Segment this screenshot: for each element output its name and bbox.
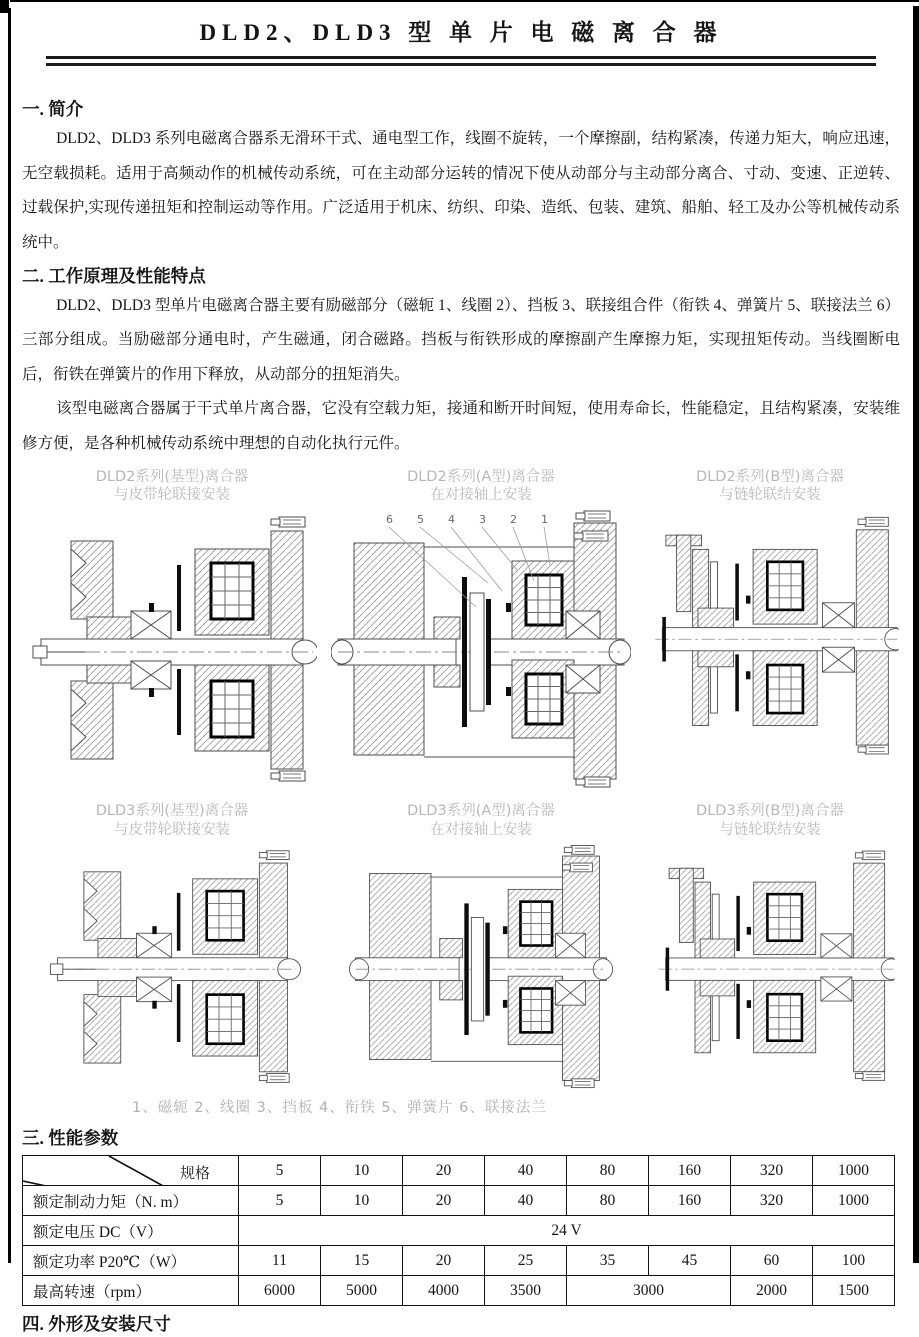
caption-line: DLD3系列(B型)离合器 (696, 803, 844, 820)
figure-dld2-a (322, 468, 640, 793)
table-cell: 100 (813, 1246, 895, 1276)
section-1-heading: 一. 简介 (22, 99, 84, 119)
section-2-paragraph-2: 该型电磁离合器属于干式单片离合器，它没有空载力矩，接通和断开时间短，使用寿命长，性能稳定，且结构紧凑，安装维修方便，是各种机械传动系统中理想的自动化执行元件。 (22, 400, 900, 452)
title-double-rule (46, 56, 876, 66)
table-cell: 25 (485, 1246, 567, 1276)
table-cell: 2000 (731, 1276, 813, 1306)
col-header: 320 (731, 1156, 813, 1186)
table-row (23, 1186, 895, 1216)
caption-line: DLD2系列(A型)离合器 (407, 468, 555, 485)
table-cell: 1000 (813, 1186, 895, 1216)
col-header: 5 (239, 1156, 321, 1186)
performance-table (22, 1155, 895, 1306)
col-header: 20 (403, 1156, 485, 1186)
figure-caption (407, 468, 555, 506)
col-header: 40 (485, 1156, 567, 1186)
figure-caption (696, 802, 844, 840)
table-cell: 60 (731, 1246, 813, 1276)
caption-line: DLD3系列(基型)离合器 (95, 803, 249, 820)
page-title: DLD2、DLD3 型 单 片 电 磁 离 合 器 (199, 20, 723, 45)
table-cell: 160 (649, 1186, 731, 1216)
table-cell: 10 (321, 1186, 403, 1216)
figure-caption (96, 802, 248, 840)
svg-text:6: 6 (386, 513, 393, 527)
table-cell: 20 (403, 1186, 485, 1216)
caption-line: DLD2系列(基型)离合器 (95, 468, 249, 485)
caption-line: DLD3系列(A型)离合器 (407, 803, 555, 820)
figure-caption (407, 802, 555, 840)
clutch-sprocket-drawing (645, 842, 895, 1092)
caption-line: DLD2系列(B型)离合器 (696, 468, 844, 485)
corner-label-spec: 规格 (179, 1166, 210, 1183)
table-cell: 4000 (403, 1276, 485, 1306)
page-border-top (10, 0, 919, 2)
section-2-paragraph-1: DLD2、DLD3 型单片电磁离合器主要有励磁部分（磁轭 1、线圈 2）、挡板 3、联接组合件（衔铁 4、弹簧片 5、联接法兰 6）三部分组成。当励磁部分通电时，产生磁通，闭合磁路。挡板与衔铁形成的摩擦副产生摩擦力矩，实现扭矩传动。当线圈断电后，衔铁在弹簧片的作用下释放，从动部分的扭矩消失。 (22, 296, 900, 383)
clutch-coupling-drawing (341, 842, 621, 1092)
figure-dld3-a (322, 802, 640, 1092)
figure-dld2-b (640, 468, 900, 793)
table-cell: 5000 (321, 1276, 403, 1306)
table-cell: 20 (403, 1246, 485, 1276)
table-cell: 45 (649, 1246, 731, 1276)
table-cell: 3500 (485, 1276, 567, 1306)
figure-caption (696, 468, 844, 506)
table-cell: 3000 (567, 1276, 731, 1306)
table-cell: 6000 (239, 1276, 321, 1306)
table-cell: 80 (567, 1186, 649, 1216)
figure-row-dld3 (22, 802, 900, 1092)
table-corner-cell (23, 1156, 239, 1186)
table-row (23, 1276, 895, 1306)
row-label: 额定制动力矩（N. m） (23, 1186, 239, 1216)
clutch-coupling-drawing (331, 507, 631, 792)
row-label: 额定电压 DC（V） (23, 1216, 239, 1246)
clutch-pulley-drawing (27, 507, 317, 792)
corner-label-data (111, 1183, 141, 1186)
page-corner-mark (0, 0, 9, 13)
caption-line: 与皮带轮联接安装 (113, 822, 230, 839)
col-header: 160 (649, 1156, 731, 1186)
clutch-sprocket-drawing (641, 507, 899, 767)
section-2-heading: 二. 工作原理及性能特点 (22, 265, 206, 286)
figure-row-dld2 (22, 468, 900, 793)
section-4-heading: 四. 外形及安装尺寸 (22, 1314, 171, 1335)
table-cell: 320 (731, 1186, 813, 1216)
table-cell: 24 V (239, 1216, 895, 1246)
section-3-heading: 三. 性能参数 (22, 1127, 119, 1148)
table-cell: 15 (321, 1246, 403, 1276)
figure-parts-legend: 1、磁轭 2、线圈 3、挡板 4、衔铁 5、弹簧片 6、联接法兰 (132, 1099, 547, 1116)
row-label: 额定功率 P20℃（W） (23, 1246, 239, 1276)
page-border-right (913, 6, 919, 1263)
table-cell: 11 (239, 1246, 321, 1276)
col-header: 80 (567, 1156, 649, 1186)
caption-line: 与链轮联结安装 (719, 487, 821, 504)
row-label: 最高转速（rpm） (23, 1276, 239, 1306)
caption-line: 在对接轴上安装 (430, 822, 532, 839)
caption-line: 与皮带轮联接安装 (113, 487, 230, 504)
table-cell: 35 (567, 1246, 649, 1276)
svg-text:4: 4 (448, 513, 455, 527)
svg-text:2: 2 (510, 513, 517, 527)
table-cell: 40 (485, 1186, 567, 1216)
table-header-row (23, 1156, 895, 1186)
svg-text:5: 5 (417, 513, 424, 527)
table-cell: 5 (239, 1186, 321, 1216)
figure-dld2-base (22, 468, 322, 793)
figure-dld3-b (640, 802, 900, 1092)
page-border-left (8, 8, 11, 1263)
svg-text:1: 1 (541, 513, 548, 527)
svg-text:3: 3 (479, 513, 486, 527)
table-cell: 1500 (813, 1276, 895, 1306)
figure-caption (96, 468, 248, 506)
col-header: 10 (321, 1156, 403, 1186)
clutch-pulley-drawing (40, 842, 305, 1092)
document-page (22, 8, 900, 1337)
caption-line: 与链轮联结安装 (719, 822, 821, 839)
caption-line: 在对接轴上安装 (430, 487, 532, 504)
col-header: 1000 (813, 1156, 895, 1186)
table-row (23, 1246, 895, 1276)
figure-dld3-base (22, 802, 322, 1092)
section-1-paragraph: DLD2、DLD3 系列电磁离合器系无滑环干式、通电型工作，线圈不旋转，一个摩擦副，结构紧凑，传递力矩大，响应迅速，无空载损耗。适用于高频动作的机械传动系统，可在主动部分运转的情况下使从动部分与主动部分离合、寸动、变速、正逆转、过载保护,实现传递扭矩和控制运动等作用。广泛适用于机床、纺织、印染、造纸、包装、建筑、船舶、轻工及办公等机械传动系统中。 (22, 130, 900, 251)
table-row (23, 1216, 895, 1246)
